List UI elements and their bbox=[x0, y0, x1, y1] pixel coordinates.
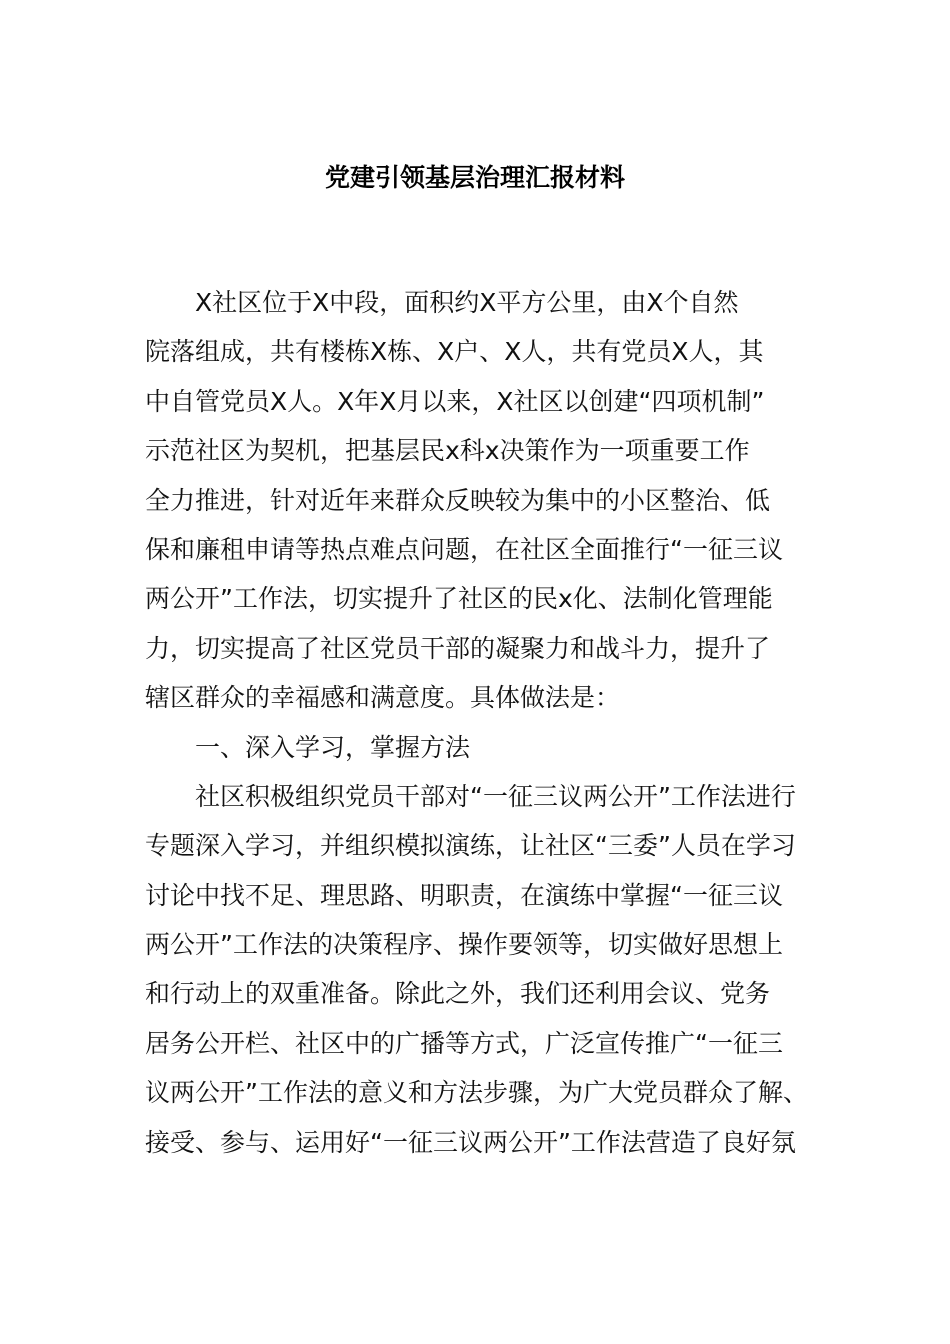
text-line: 院落组成，共有楼栋X栋、X户、X人，共有党员X人，其 bbox=[145, 337, 764, 367]
section-heading-text: 一、深入学习，掌握方法 bbox=[195, 732, 471, 762]
text-line: 接受、参与、运用好“一征三议两公开”工作法营造了良好氛 bbox=[145, 1127, 796, 1157]
section-heading bbox=[145, 723, 825, 772]
text-line: 和行动上的双重准备。除此之外，我们还利用会议、党务 bbox=[145, 979, 771, 1009]
paragraph-intro bbox=[145, 278, 825, 723]
text-line: 全力推进，针对近年来群众反映较为集中的小区整治、低 bbox=[145, 485, 771, 515]
text-line: 讨论中找不足、理思路、明职责，在演练中掌握“一征三议 bbox=[145, 880, 783, 910]
text-line: 两公开”工作法的决策程序、操作要领等，切实做好思想上 bbox=[145, 930, 783, 960]
text-line: 力，切实提高了社区党员干部的凝聚力和战斗力，提升了 bbox=[145, 633, 771, 663]
text-line: 两公开”工作法，切实提升了社区的民x化、法制化管理能 bbox=[145, 584, 773, 614]
text-line: 辖区群众的幸福感和满意度。具体做法是： bbox=[145, 683, 621, 713]
text-line: 中自管党员X人。X年X月以来，X社区以创建“四项机制” bbox=[145, 386, 765, 416]
document-body bbox=[145, 278, 825, 1167]
text-line: 居务公开栏、社区中的广播等方式，广泛宣传推广“一征三 bbox=[145, 1028, 783, 1058]
document-title: 党建引领基层治理汇报材料 bbox=[324, 163, 625, 192]
text-line: 社区积极组织党员干部对“一征三议两公开”工作法进行 bbox=[195, 781, 796, 811]
paragraph-section-one bbox=[145, 772, 825, 1167]
text-line: 议两公开”工作法的意义和方法步骤，为广大党员群众了解、 bbox=[145, 1078, 808, 1108]
text-line: 示范社区为契机，把基层民x科x决策作为一项重要工作 bbox=[145, 436, 750, 466]
text-line: 专题深入学习，并组织模拟演练，让社区“三委”人员在学习 bbox=[145, 831, 796, 861]
text-line: X社区位于X中段，面积约X平方公里，由X个自然 bbox=[195, 288, 739, 317]
text-line: 保和廉租申请等热点难点问题，在社区全面推行“一征三议 bbox=[145, 534, 783, 564]
